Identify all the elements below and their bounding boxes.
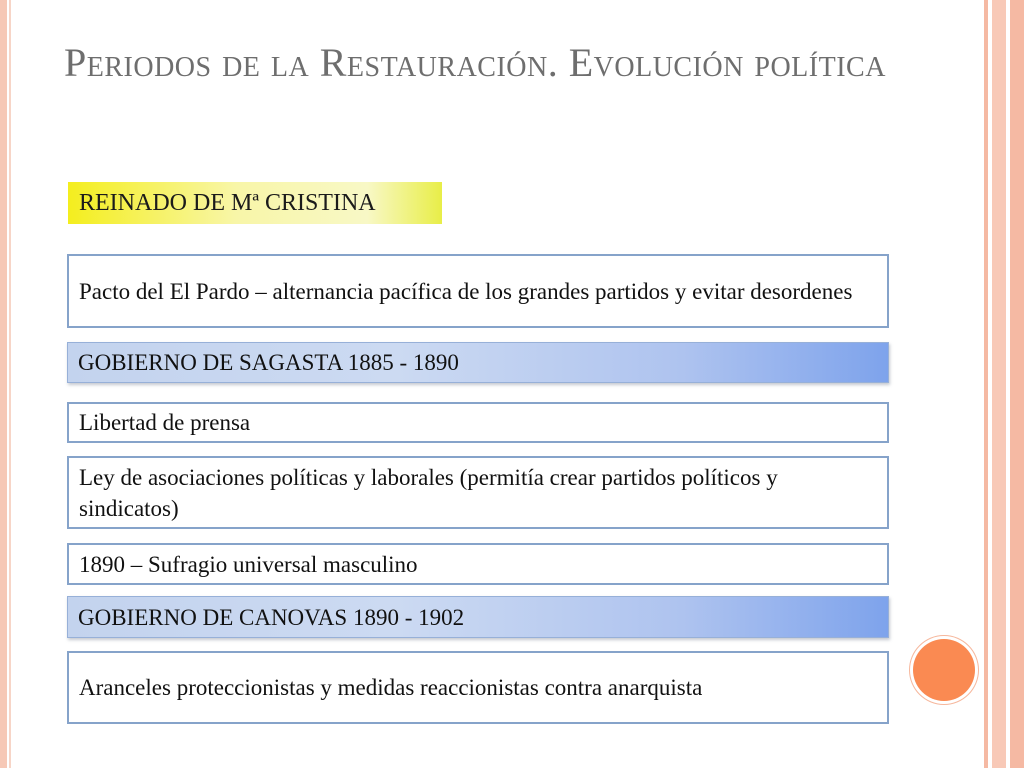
- slide-title: Periodos de la Restauración. Evolución política: [64, 40, 886, 85]
- associations-law-box: Ley de asociaciones políticas y laborales (permitía crear partidos políticos y sindicatos): [67, 456, 889, 529]
- pacto-el-pardo-box: Pacto del El Pardo – alternancia pacífica de los grandes partidos y evitar desordenes: [67, 254, 889, 328]
- reign-label: REINADO DE Mª CRISTINA: [68, 182, 442, 224]
- orange-circle-decoration: [913, 639, 975, 701]
- canovas-government-header: GOBIERNO DE CANOVAS 1890 - 1902: [67, 596, 889, 638]
- sagasta-government-header: GOBIERNO DE SAGASTA 1885 - 1890: [67, 342, 889, 383]
- right-decorative-stripes: [978, 0, 1024, 768]
- press-freedom-box: Libertad de prensa: [67, 402, 889, 443]
- protectionist-tariffs-box: Aranceles proteccionistas y medidas reaccionistas contra anarquista: [67, 651, 889, 724]
- left-frame-border: [0, 0, 7, 768]
- universal-suffrage-box: 1890 – Sufragio universal masculino: [67, 543, 889, 585]
- left-frame-line: [9, 0, 11, 768]
